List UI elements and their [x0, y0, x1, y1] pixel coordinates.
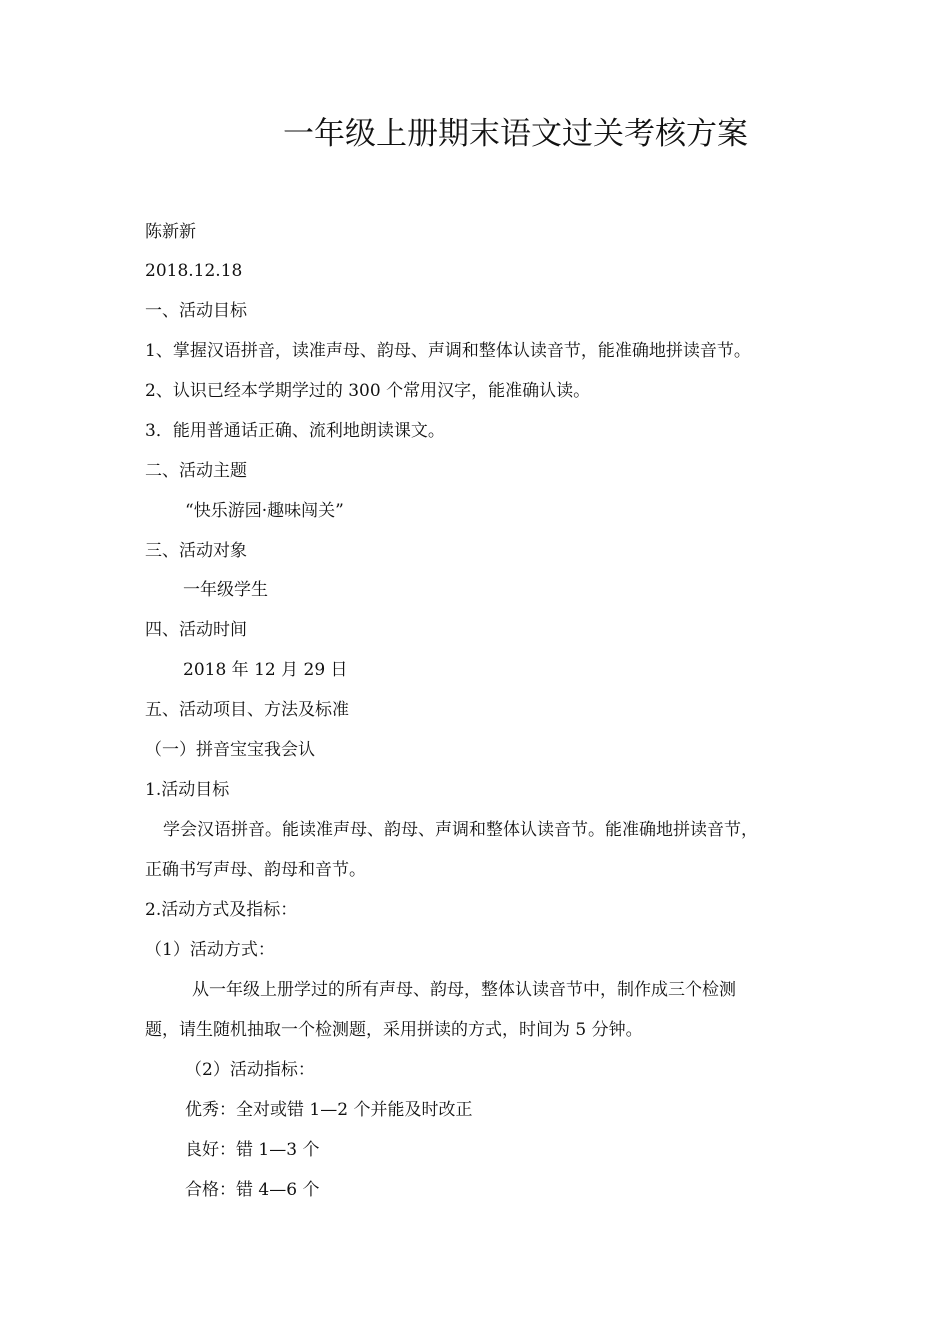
- pinyin-goal-heading: 1.活动目标: [145, 780, 230, 800]
- section-heading-items: 五、活动项目、方法及标准: [145, 700, 349, 720]
- theme-text: “快乐游园·趣味闯关”: [185, 501, 344, 521]
- section-heading-target: 三、活动对象: [145, 541, 247, 561]
- index-good: 良好：错 1—3 个: [185, 1140, 320, 1160]
- document-title: 一年级上册期末语文过关考核方案: [283, 116, 748, 152]
- document-date: 2018.12.18: [145, 261, 243, 281]
- section-heading-theme: 二、活动主题: [145, 461, 247, 481]
- section-heading-goals: 一、活动目标: [145, 301, 247, 321]
- pinyin-method-subheading: （1）活动方式：: [145, 940, 275, 960]
- pinyin-method-line-2: 题，请生随机抽取一个检测题，采用拼读的方式，时间为 5 分钟。: [145, 1020, 643, 1040]
- author-name: 陈新新: [145, 222, 196, 242]
- goal-item-2: 2、认识已经本学期学过的 300 个常用汉字，能准确认读。: [145, 381, 591, 401]
- section-heading-time: 四、活动时间: [145, 620, 247, 640]
- goal-item-1: 1、掌握汉语拼音，读准声母、韵母、声调和整体认读音节，能准确地拼读音节。: [145, 341, 751, 361]
- target-text: 一年级学生: [183, 580, 268, 600]
- pinyin-index-subheading: （2）活动指标：: [185, 1060, 315, 1080]
- goal-item-3: 3．能用普通话正确、流利地朗读课文。: [145, 421, 445, 441]
- pinyin-method-line-1: 从一年级上册学过的所有声母、韵母，整体认读音节中，制作成三个检测: [192, 980, 736, 1000]
- subsection-heading-pinyin: （一）拼音宝宝我会认: [145, 740, 315, 760]
- time-text: 2018 年 12 月 29 日: [183, 660, 348, 680]
- index-excellent: 优秀：全对或错 1—2 个并能及时改正: [185, 1100, 473, 1120]
- pinyin-goal-line-1: 学会汉语拼音。能读准声母、韵母、声调和整体认读音节。能准确地拼读音节，: [163, 820, 758, 840]
- pinyin-method-heading: 2.活动方式及指标：: [145, 900, 298, 920]
- pinyin-goal-line-2: 正确书写声母、韵母和音节。: [145, 860, 366, 880]
- index-pass: 合格：错 4—6 个: [185, 1180, 320, 1200]
